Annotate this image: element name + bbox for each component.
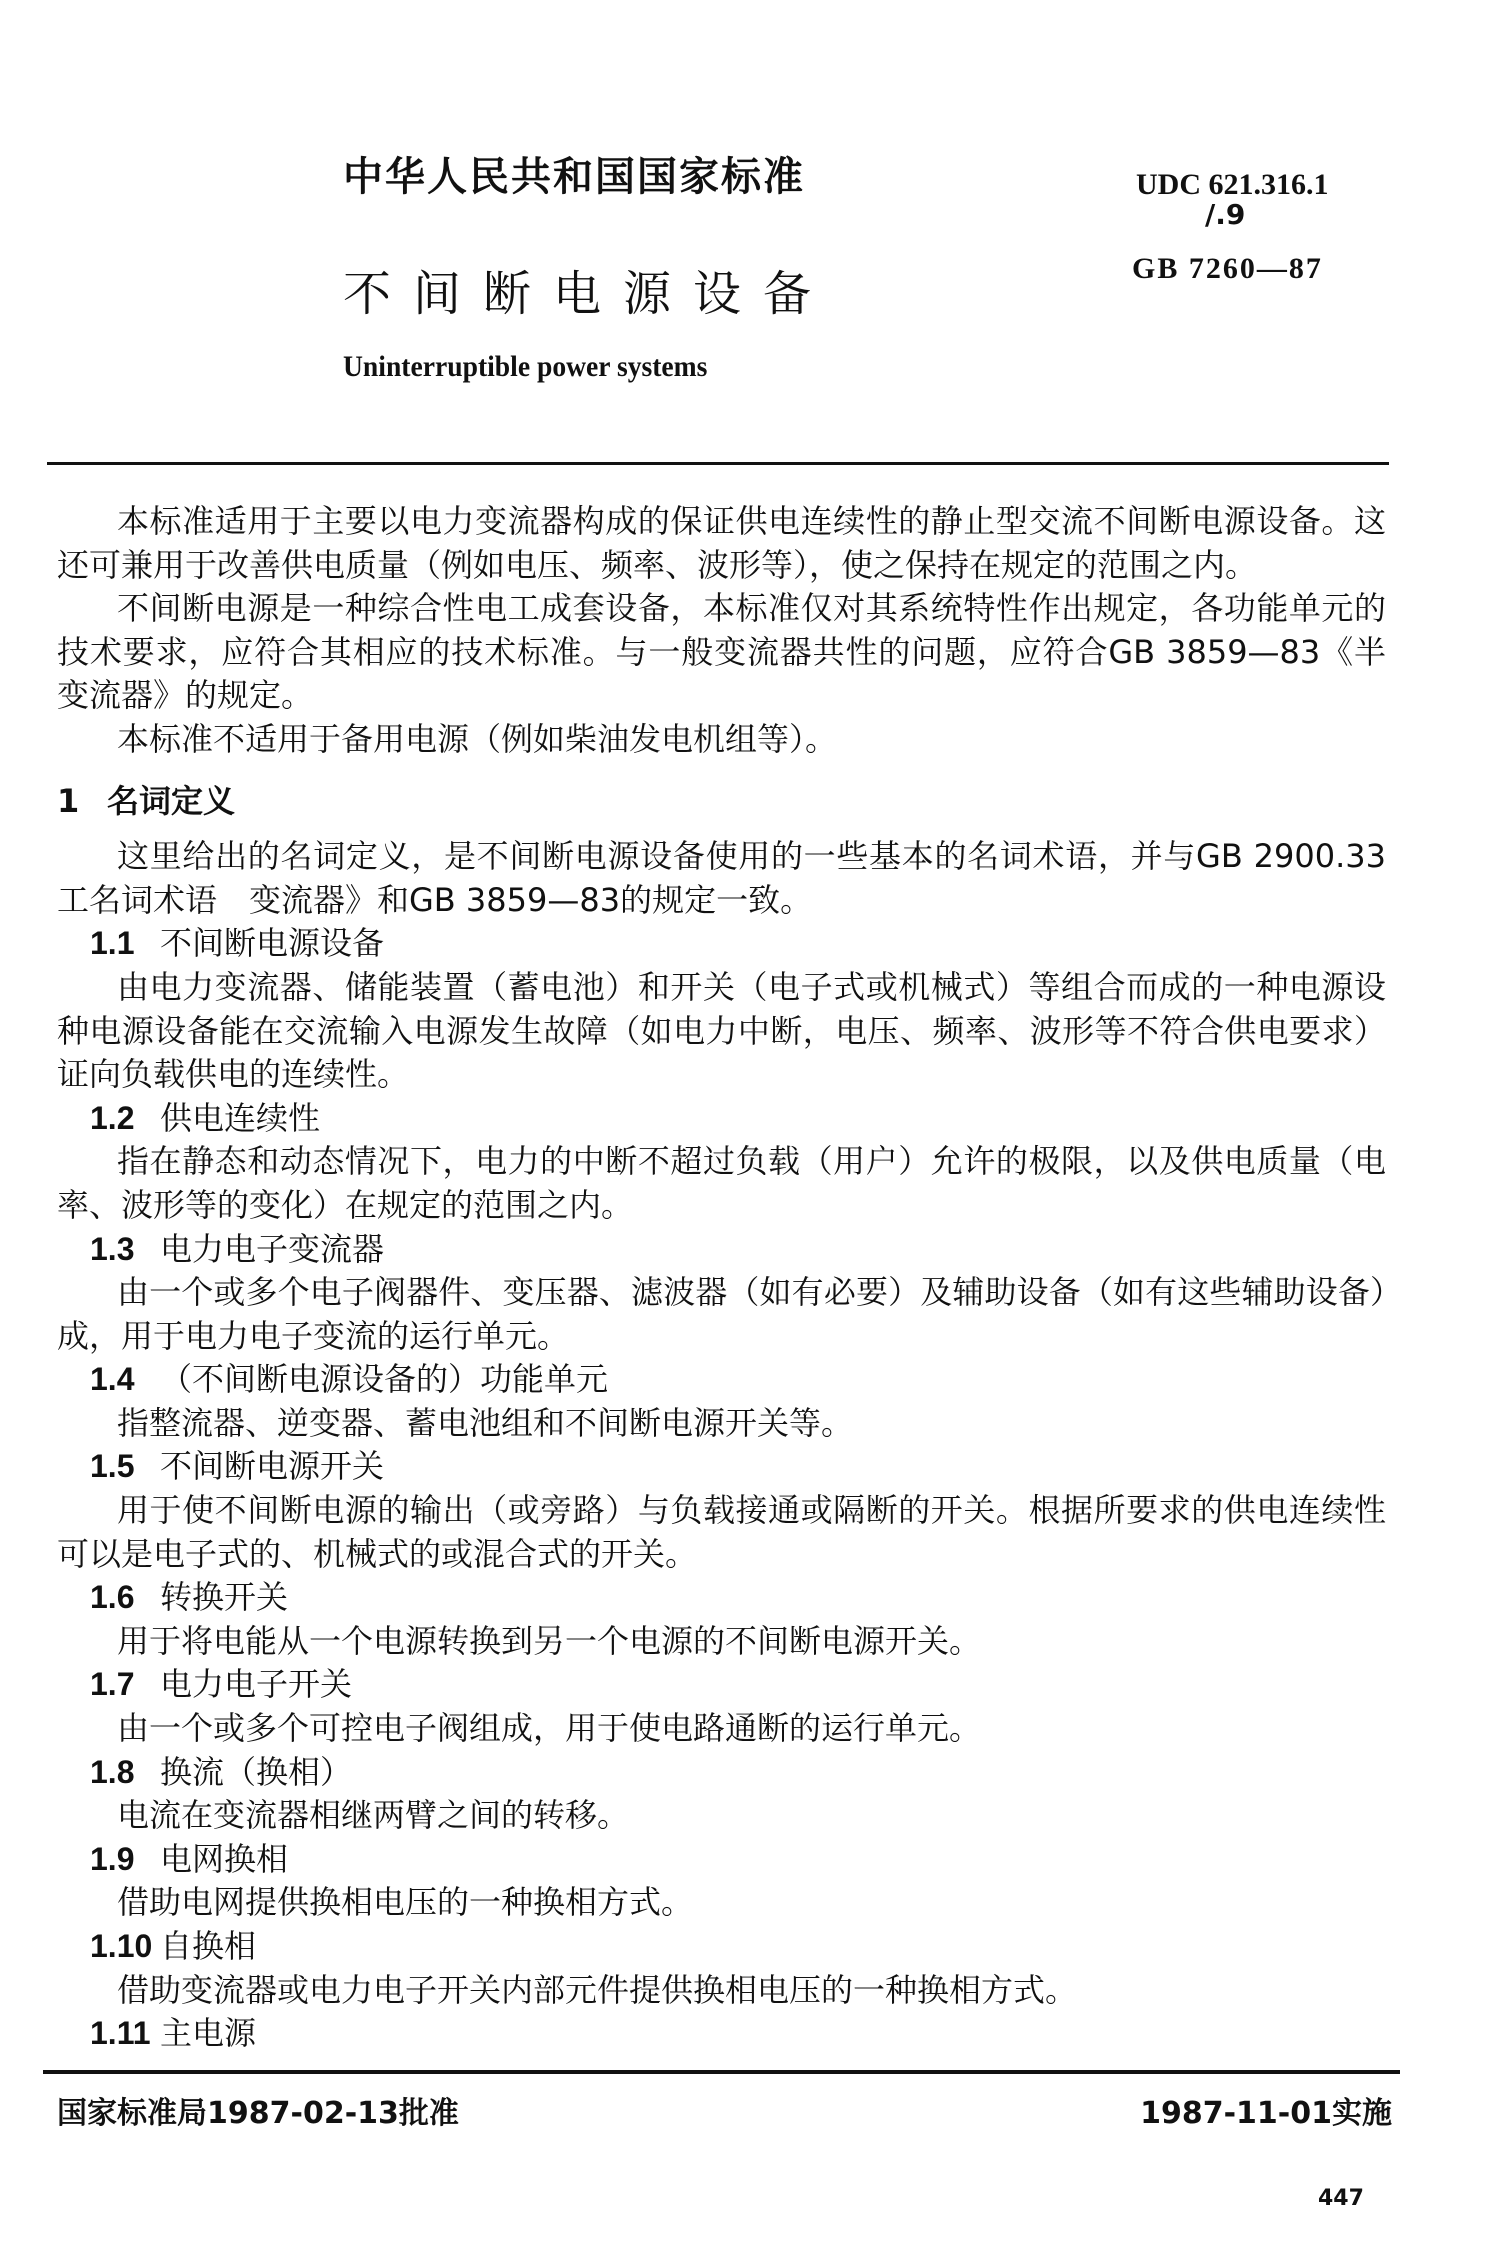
issuing-authority: 中华人民共和国国家标准: [343, 154, 805, 200]
definition-number: 1.2: [90, 1099, 135, 1136]
definition-number: 1.3: [90, 1230, 135, 1267]
definition-term: 电力电子变流器: [160, 1229, 385, 1268]
definition-heading: [57, 1576, 1386, 1620]
definition-heading: [57, 1228, 1386, 1272]
definition-number: 1.7: [90, 1666, 135, 1703]
definition-term: 电网换相: [160, 1839, 289, 1878]
text-line: 本标准适用于主要以电力变流器构成的保证供电连续性的静止型交流不间断电源设备。这: [117, 502, 1386, 540]
definition-heading: [57, 1925, 1386, 1969]
definition-heading: [57, 2012, 1386, 2056]
definition-item: [57, 1358, 1386, 1445]
definition-number: 1.4: [90, 1361, 135, 1398]
definition-term: 转换开关: [160, 1578, 289, 1617]
effective-date: 1987-11-01实施: [1140, 2096, 1392, 2131]
definition-item: [57, 1663, 1386, 1750]
text-line: 证向负载供电的连续性。: [57, 1055, 410, 1094]
text-line: 用于使不间断电源的输出（或旁路）与负载接通或隔断的开关。根据所要求的供电连续性: [117, 1491, 1386, 1530]
page-number: 447: [1318, 2186, 1364, 2211]
text-line: 指整流器、逆变器、蓄电池组和不间断电源开关等。: [117, 1403, 854, 1442]
definition-term: 不间断电源设备: [160, 924, 385, 963]
definition-number: 1.10: [90, 1928, 153, 1964]
definition-heading: [57, 922, 1386, 966]
document-body: [57, 500, 1386, 2056]
section-intro: [57, 835, 1386, 922]
definition-term: 电力电子开关: [160, 1665, 353, 1704]
definition-number: 1.11: [90, 2015, 151, 2052]
text-line: 可以是电子式的、机械式的或混合式的开关。: [57, 1534, 698, 1573]
definition-heading: [57, 1663, 1386, 1707]
text-line: 由电力变流器、储能装置（蓄电池）和开关（电子式或机械式）等组合而成的一种电源设: [117, 967, 1386, 1006]
definition-number: 1.1: [90, 925, 135, 962]
document-title-cn: 不间断电源设备: [343, 266, 834, 322]
text-line: 用于将电能从一个电源转换到另一个电源的不间断电源开关。: [117, 1621, 982, 1660]
section-number: 1: [57, 781, 80, 820]
intro-paragraphs: [57, 500, 1386, 762]
definition-item: [57, 1445, 1386, 1576]
definition-term: 自换相: [160, 1927, 257, 1965]
definition-item: [57, 1097, 1386, 1228]
text-line: 种电源设备能在交流输入电源发生故障（如电力中断，电压、频率、波形等不符合供电要求）: [57, 1011, 1386, 1050]
definition-heading: [57, 1838, 1386, 1882]
definition-term: 供电连续性: [160, 1098, 321, 1137]
text-line: 这里给出的名词定义，是不间断电源设备使用的一些基本的名词术语，并与GB 2900.33: [117, 837, 1386, 876]
section-heading: [57, 780, 1386, 824]
definition-item: [57, 1576, 1386, 1663]
definition-heading: [57, 1358, 1386, 1402]
udc-code: UDC 621.316.1: [1136, 168, 1329, 201]
definition-term: 换流（换相）: [160, 1752, 353, 1791]
document-title-en: Uninterruptible power systems: [343, 350, 708, 383]
definition-heading: [57, 1445, 1386, 1489]
text-line: 本标准不适用于备用电源（例如柴油发电机组等）。: [117, 719, 838, 758]
definition-heading: [57, 1751, 1386, 1795]
definition-item: [57, 922, 1386, 1096]
definition-item: [57, 2012, 1386, 2056]
definition-number: 1.6: [90, 1579, 135, 1616]
approval-date: 国家标准局1987-02-13批准: [57, 2096, 459, 2131]
text-line: 率、波形等的变化）在规定的范围之内。: [57, 1185, 634, 1224]
definition-number: 1.5: [90, 1448, 135, 1485]
text-line: 指在静态和动态情况下，电力的中断不超过负载（用户）允许的极限，以及供电质量（电: [117, 1142, 1386, 1181]
definition-item: [57, 1838, 1386, 1925]
text-line: 借助变流器或电力电子开关内部元件提供换相电压的一种换相方式。: [117, 1970, 1078, 2009]
definition-heading: [57, 1097, 1386, 1141]
definition-term: 主电源: [160, 2014, 257, 2053]
text-line: 技术要求，应符合其相应的技术标准。与一般变流器共性的问题，应符合GB 3859—83《半: [57, 632, 1386, 671]
text-line: 由一个或多个电子阀器件、变压器、滤波器（如有必要）及辅助设备（如有这些辅助设备）: [117, 1273, 1386, 1312]
text-line: 不间断电源是一种综合性电工成套设备，本标准仅对其系统特性作出规定，各功能单元的: [117, 589, 1386, 628]
definition-number: 1.8: [90, 1753, 135, 1790]
definition-item: [57, 1925, 1386, 2012]
definition-item: [57, 1751, 1386, 1838]
text-line: 还可兼用于改善供电质量（例如电压、频率、波形等），使之保持在规定的范围之内。: [57, 545, 1258, 584]
header-divider: [47, 462, 1389, 465]
text-line: 由一个或多个可控电子阀组成，用于使电路通断的运行单元。: [117, 1709, 982, 1748]
text-line: 成，用于电力电子变流的运行单元。: [57, 1316, 570, 1355]
text-line: 变流器》的规定。: [57, 676, 314, 715]
section-title: 名词定义: [107, 781, 236, 820]
text-line: 借助电网提供换相电压的一种换相方式。: [117, 1883, 694, 1922]
udc-code-suffix: /.9: [1205, 198, 1246, 231]
footer-divider: [43, 2070, 1400, 2074]
definition-item: [57, 1228, 1386, 1359]
text-line: 电流在变流器相继两臂之间的转移。: [117, 1796, 630, 1835]
definition-number: 1.9: [90, 1840, 135, 1877]
definition-term: （不间断电源设备的）功能单元: [160, 1360, 609, 1399]
text-line: 工名词术语 变流器》和GB 3859—83的规定一致。: [57, 880, 813, 919]
definitions-list: [57, 922, 1386, 2055]
gb-code: GB 7260—87: [1132, 252, 1323, 285]
definition-term: 不间断电源开关: [160, 1447, 385, 1486]
